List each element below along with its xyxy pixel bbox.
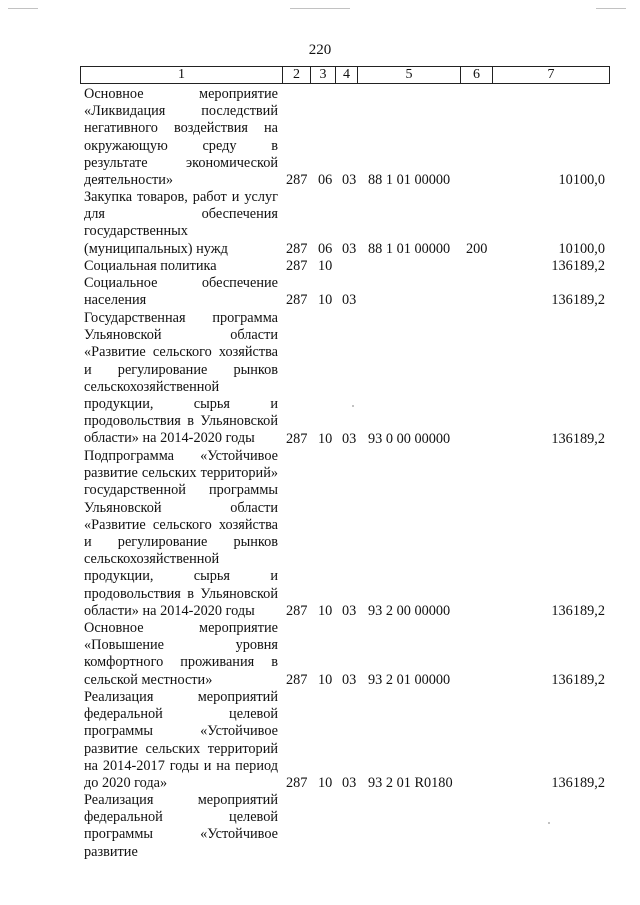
cell-sum: 136189,2 [551,431,605,447]
cell-podrazdel: 03 [342,672,357,688]
cell-razdel: 10 [318,431,333,447]
cell-vedomstvo: 287 [286,603,308,619]
cell-vedomstvo: 287 [286,775,308,791]
cell-csr: 88 1 01 00000 [368,172,451,188]
cell-csr: 93 2 01 R0180 [368,775,453,791]
page-number: 220 [308,42,332,58]
header-col-3: 3 [311,67,336,83]
row-description: Государственная программа Ульяновской области «Развитие сельского хозяйства и регулирование рынков сельскохозяйственной продукции, сырья и продовольствия в Ульяновской области» на 2014-2020 годы [84,310,278,447]
cell-vedomstvo: 287 [286,241,308,257]
header-col-6: 6 [461,67,493,83]
scan-mark [596,8,626,9]
header-col-7: 7 [547,67,555,82]
scan-mark [548,822,550,824]
cell-vedomstvo: 287 [286,258,308,274]
row-description: Закупка товаров, работ и услуг для обеспечения государственных (муниципальных) нужд [84,189,278,257]
cell-razdel: 10 [318,603,333,619]
cell-sum: 136189,2 [551,775,605,791]
header-col-1: 1 [81,67,283,83]
cell-razdel: 10 [318,292,333,308]
row-description: Реализация мероприятий федеральной целевой программы «Устойчивое развитие сельских территорий на 2014-2017 годы и на период до 2020 года» [84,689,278,792]
cell-razdel: 10 [318,258,333,274]
cell-vedomstvo: 287 [286,672,308,688]
cell-vedomstvo: 287 [286,292,308,308]
cell-podrazdel: 03 [342,431,357,447]
cell-sum: 136189,2 [551,603,605,619]
row-description: Подпрограмма «Устойчивое развитие сельских территорий» государственной программы Ульяновской области «Развитие сельского хозяйства и регулирование рынков сельскохозяйственной продукции, сырья и продовольствия в Ульяновской области» на 2014-2020 годы [84,448,278,619]
cell-razdel: 10 [318,672,333,688]
row-description: Социальное обеспечение населения [84,275,278,309]
cell-csr: 88 1 01 00000 [368,241,451,257]
header-col-5: 5 [358,67,461,83]
cell-podrazdel: 03 [342,292,357,308]
header-col-4: 4 [336,67,358,83]
cell-sum: 10100,0 [558,241,605,257]
cell-vedomstvo: 287 [286,172,308,188]
cell-razdel: 06 [318,241,333,257]
scan-mark [8,8,38,9]
cell-podrazdel: 03 [342,241,357,257]
cell-csr: 93 0 00 00000 [368,431,451,447]
cell-sum: 10100,0 [558,172,605,188]
row-description: Социальная политика [84,258,217,274]
cell-vedomstvo: 287 [286,431,308,447]
scan-mark [290,8,350,9]
cell-razdel: 06 [318,172,333,188]
scan-mark [352,405,354,407]
cell-sum: 136189,2 [551,292,605,308]
cell-podrazdel: 03 [342,172,357,188]
row-description: Реализация мероприятий федеральной целевой программы «Устойчивое развитие [84,792,278,860]
row-description: Основное мероприятие «Ликвидация последствий негативного воздействия на окружающую среду в результате экономической деятельности» [84,86,278,189]
header-col-2: 2 [283,67,311,83]
cell-csr: 93 2 00 00000 [368,603,451,619]
table-header [80,66,610,84]
cell-vr: 200 [466,241,488,257]
cell-podrazdel: 03 [342,775,357,791]
cell-sum: 136189,2 [551,258,605,274]
cell-razdel: 10 [318,775,333,791]
row-description: Основное мероприятие «Повышение уровня комфортного проживания в сельской местности» [84,620,278,688]
cell-podrazdel: 03 [342,603,357,619]
cell-sum: 136189,2 [551,672,605,688]
cell-csr: 93 2 01 00000 [368,672,451,688]
